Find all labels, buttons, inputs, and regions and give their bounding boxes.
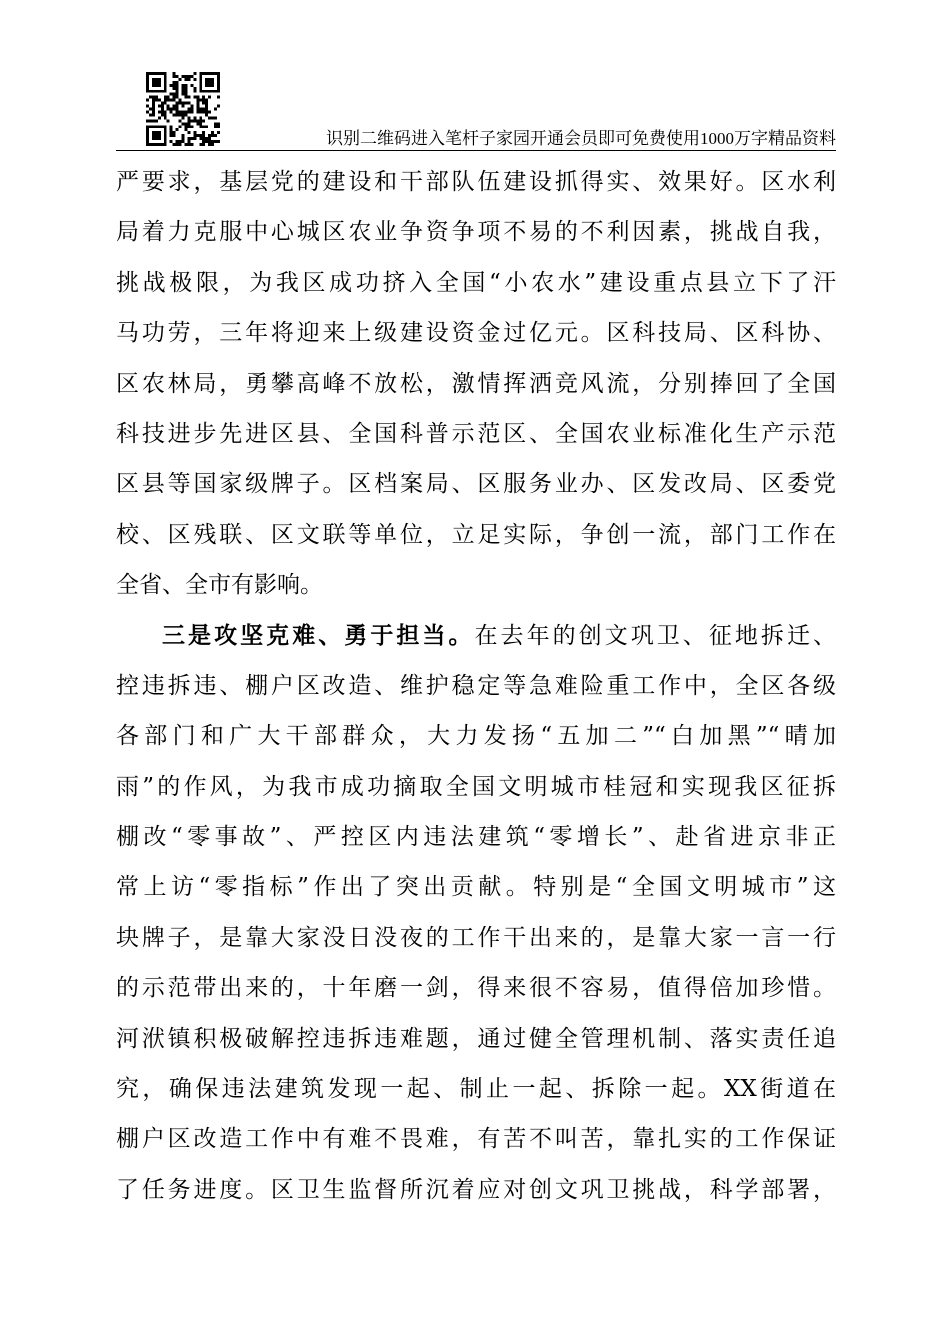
text-line: 河洑镇积极破解控违拆违难题，通过健全管理机制、落实责任追 [116, 1025, 836, 1052]
text-line: 全省、全市有影响。 [116, 572, 323, 599]
text-line: 究，确保违法建筑发现一起、制止一起、拆除一起。XX街道在 [116, 1076, 836, 1103]
text-line: 的示范带出来的，十年磨一剑，得来很不容易，值得倍加珍惜。 [116, 975, 836, 1002]
text-line: 控违拆违、棚户区改造、维护稳定等急难险重工作中，全区各级 [116, 672, 836, 699]
paragraph-heading: 三是攻坚克难、勇于担当。 [162, 622, 475, 649]
qr-code-icon [146, 72, 220, 146]
text-line: 区县等国家级牌子。区档案局、区服务业办、区发改局、区委党 [116, 471, 836, 498]
text-run: 在去年的创文巩卫、征地拆迁、 [474, 622, 837, 649]
text-line: 各部门和广大干部群众，大力发扬“五加二”“白加黑”“晴加 [116, 723, 836, 750]
text-line: 雨”的作风，为我市成功摘取全国文明城市桂冠和实现我区征拆 [116, 773, 836, 800]
text-line: 校、区残联、区文联等单位，立足实际，争创一流，部门工作在 [116, 521, 836, 548]
text-line: 严要求，基层党的建设和干部队伍建设抓得实、效果好。区水利 [116, 169, 836, 195]
text-line: 棚改“零事故”、严控区内违法建筑“零增长”、赴省进京非正 [116, 824, 836, 851]
header-caption: 识别二维码进入笔杆子家园开通会员即可免费使用1000万字精品资料 [326, 129, 836, 148]
text-line: 科技进步先进区县、全国科普示范区、全国农业标准化生产示范 [116, 420, 836, 447]
text-line: 区农林局，勇攀高峰不放松，激情挥洒竞风流，分别捧回了全国 [116, 370, 836, 397]
paragraph-1 [116, 163, 836, 617]
paragraph-2 [116, 617, 836, 1222]
paragraph-first-line [116, 617, 836, 667]
text-line: 块牌子，是靠大家没日没夜的工作干出来的，是靠大家一言一行 [116, 924, 836, 951]
text-line: 马功劳，三年将迎来上级建设资金过亿元。区科技局、区科协、 [116, 320, 836, 347]
text-line: 棚户区改造工作中有难不畏难，有苦不叫苦，靠扎实的工作保证 [116, 1126, 836, 1153]
page-header [116, 68, 836, 154]
text-line: 挑战极限，为我区成功挤入全国“小农水”建设重点县立下了汗 [116, 269, 836, 296]
text-line: 常上访“零指标”作出了突出贡献。特别是“全国文明城市”这 [116, 874, 836, 901]
text-line: 了任务进度。区卫生监督所沉着应对创文巩卫挑战，科学部署， [116, 1176, 836, 1203]
document-body [116, 163, 836, 1221]
header-divider [116, 150, 836, 151]
text-line: 局着力克服中心城区农业争资争项不易的不利因素，挑战自我， [116, 219, 836, 246]
